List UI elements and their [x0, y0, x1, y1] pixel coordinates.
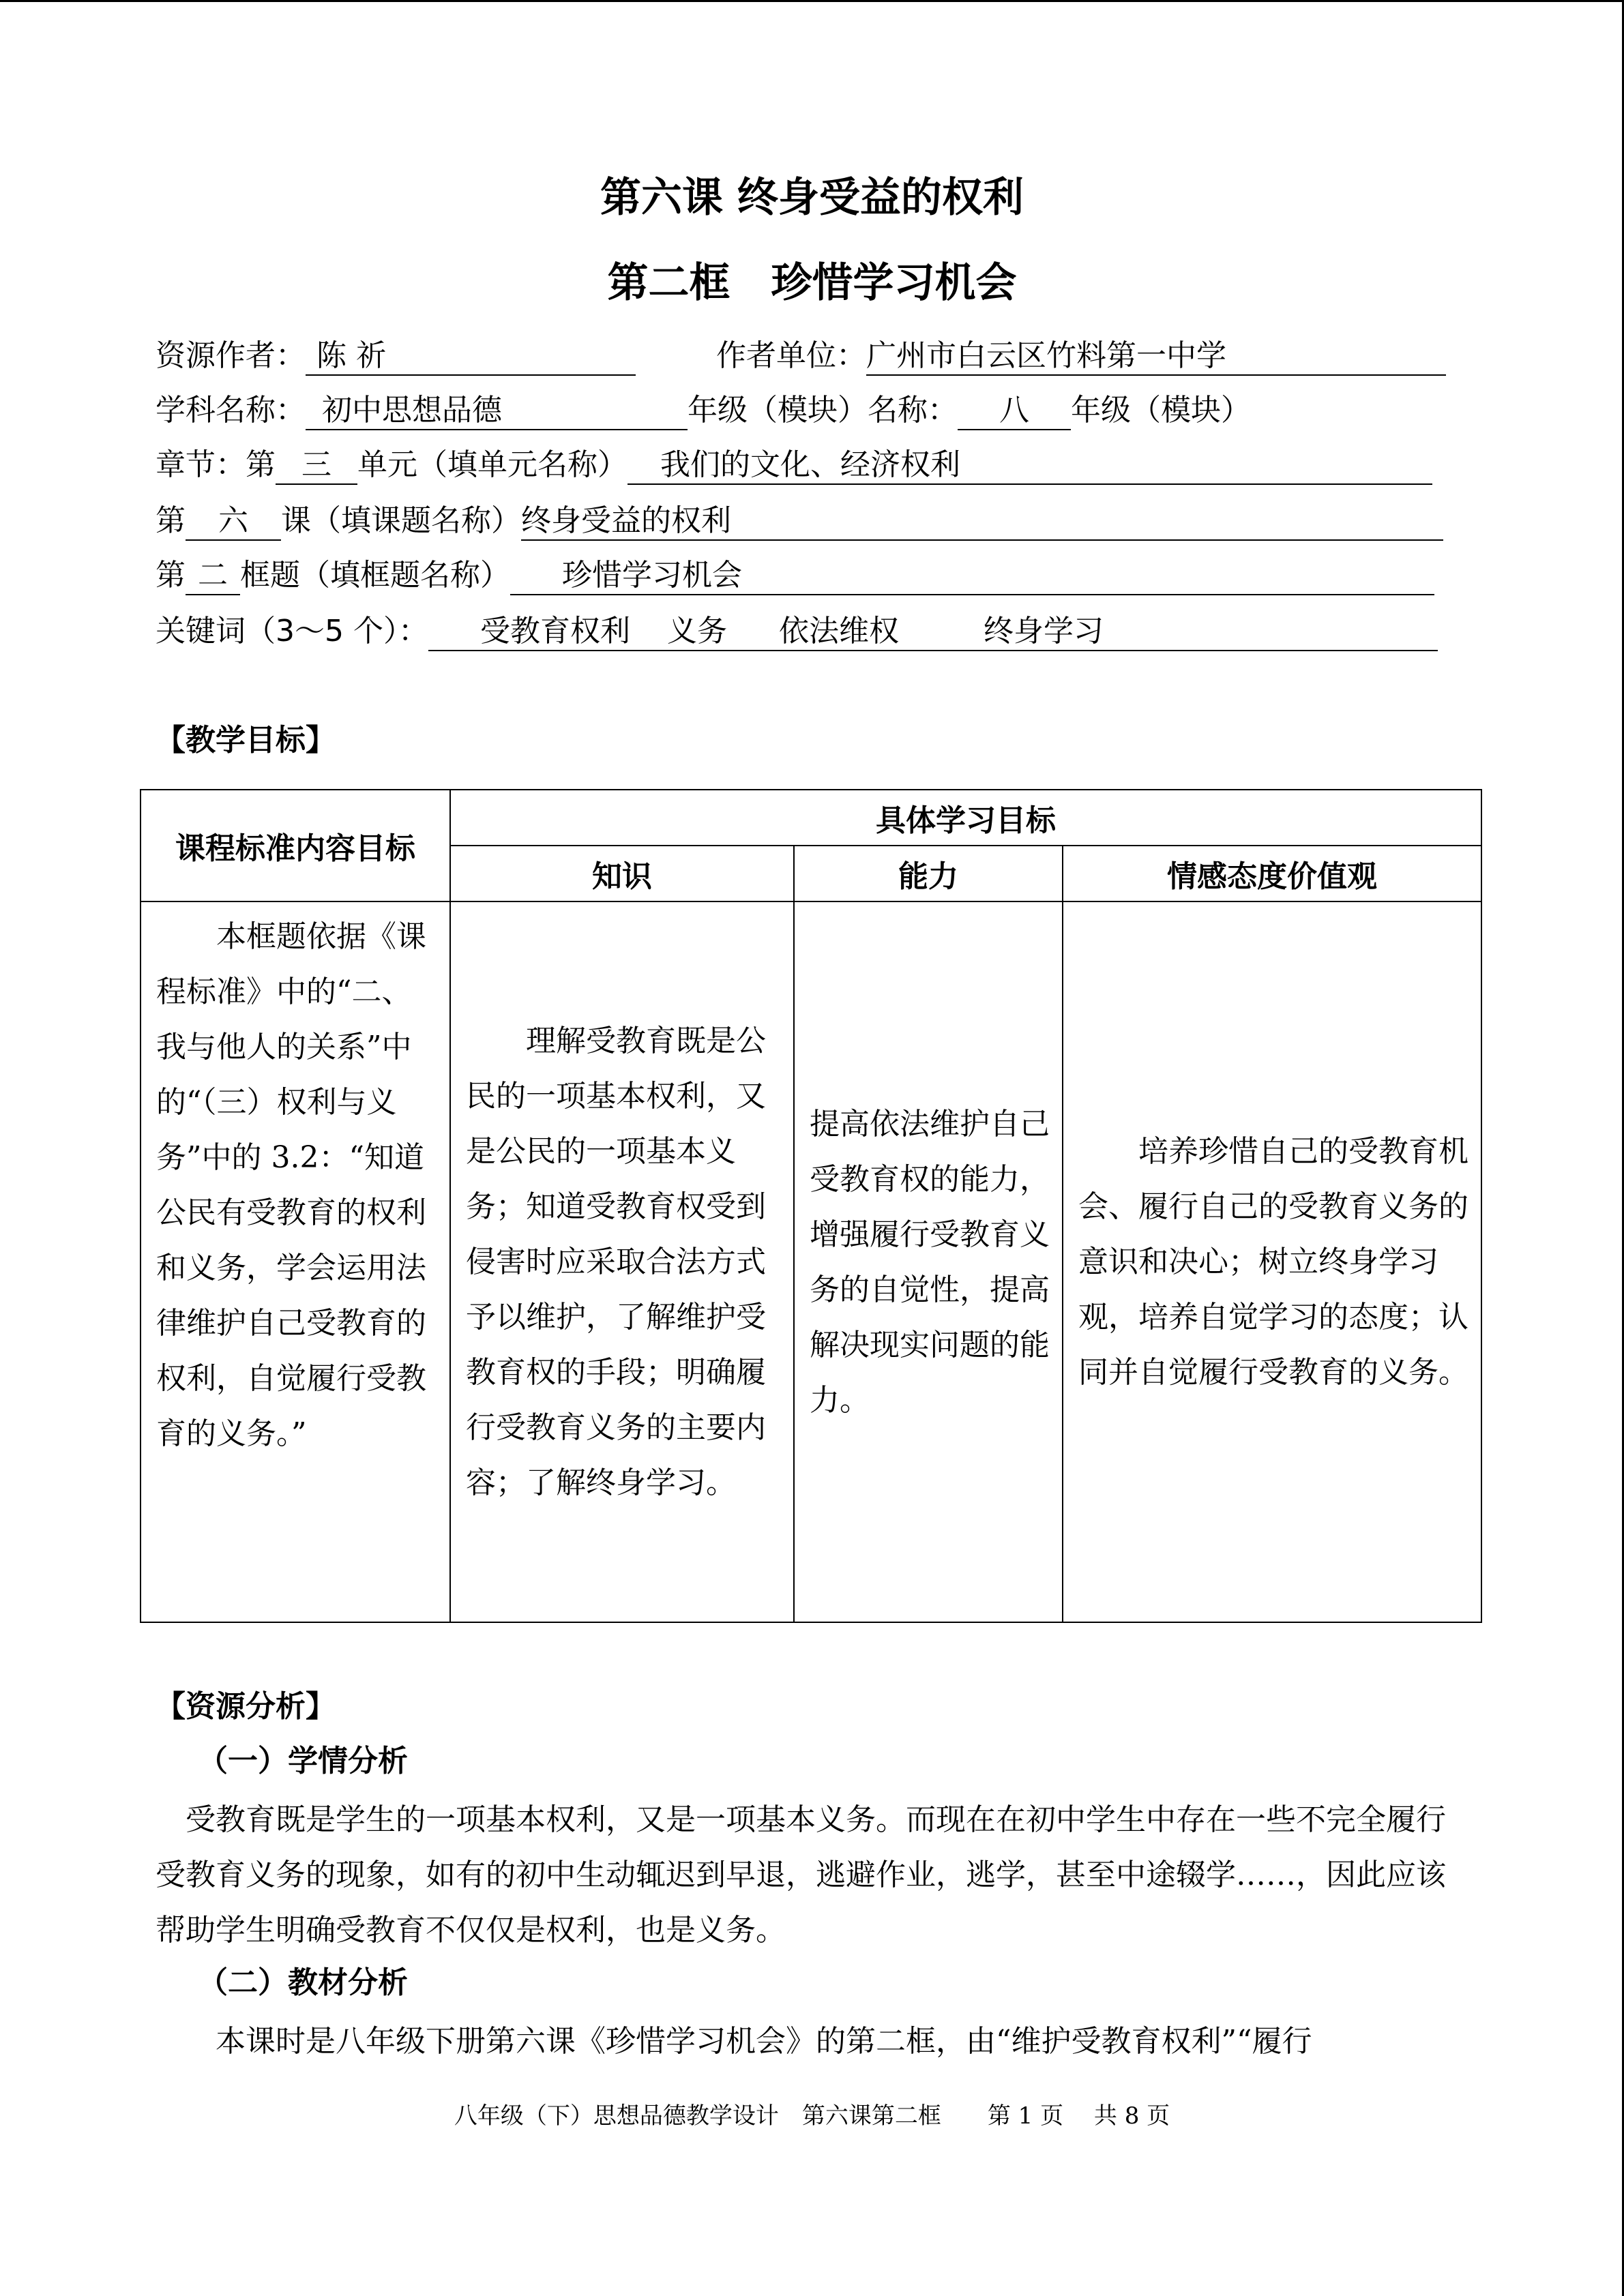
unit-value: 广州市白云区竹料第一中学 — [866, 338, 1446, 376]
page-footer: 八年级（下）思想品德教学设计 第六课第二框 第 1 页 共 8 页 — [454, 2102, 1170, 2130]
grade-value: 八 — [958, 392, 1071, 430]
textbook-analysis-heading: （二）教材分析 — [198, 1965, 408, 2000]
student-analysis-text: 受教育既是学生的一项基本权利，又是一项基本义务。而现在在初中学生中存在一些不完全履行受教育义务的现象，如有的初中生动辄迟到早退，逃避作业，逃学，甚至中途辍学……，因此应该帮助学生明确受教育不仅仅是权利，也是义务。 — [156, 1802, 1446, 1948]
keywords-label: 关键词（3～5 个）： — [156, 614, 428, 648]
info-keywords-line — [156, 610, 1469, 653]
lesson-mid-label: 课（填课题名称） — [281, 503, 521, 538]
info-author-line — [156, 334, 1469, 378]
teaching-goals-table — [140, 789, 1482, 1623]
chapter-name: 我们的文化、经济权利 — [628, 447, 1432, 485]
frame-name: 珍惜学习机会 — [510, 557, 1434, 595]
keyword: 依法维权 — [778, 614, 899, 648]
info-frame-line — [156, 554, 1469, 597]
chapter-number: 三 — [276, 447, 357, 485]
keywords-value — [428, 613, 1438, 651]
author-label: 资源作者： — [156, 338, 306, 373]
keyword: 终身学习 — [983, 614, 1104, 648]
grade-suffix: 年级（模块） — [1071, 393, 1251, 428]
chapter-mid-label: 单元（填单元名称） — [357, 447, 628, 482]
info-subject-line — [156, 389, 1469, 432]
unit-label: 作者单位： — [716, 338, 866, 373]
header-emotion: 情感态度价值观 — [1063, 846, 1481, 901]
header-ability: 能力 — [794, 846, 1063, 901]
chapter-label: 章节：第 — [156, 447, 276, 482]
lesson-title: 第六课 终身受益的权利 — [600, 174, 1024, 222]
cell-standard: 本框题依据《课程标准》中的“二、我与他人的关系”中的“（三）权利与义务”中的 3.2：“知道公民有受教育的权利和义务，学会运用法律维护自己受教育的权利，自觉履行受教育的义务。” — [141, 901, 450, 1622]
frame-number: 二 — [186, 557, 240, 595]
keyword: 受教育权利 — [479, 614, 630, 648]
lesson-prefix: 第 — [156, 503, 186, 538]
cell-knowledge: 理解受教育既是公民的一项基本权利，又是公民的一项基本义务；知道受教育权受到侵害时应采取合法方式予以维护，了解维护受教育权的手段；明确履行受教育义务的主要内容；了解终身学习。 — [450, 901, 794, 1622]
frame-mid-label: 框题（填框题名称） — [240, 558, 510, 593]
subject-label: 学科名称： — [156, 393, 306, 428]
cell-emotion: 培养珍惜自己的受教育机会、履行自己的受教育义务的意识和决心；树立终身学习观，培养自觉学习的态度；认同并自觉履行受教育的义务。 — [1063, 901, 1481, 1622]
page-border-top — [0, 0, 1624, 2]
resource-analysis-heading: 【资源分析】 — [156, 1689, 336, 1724]
keyword: 义务 — [666, 614, 727, 648]
teaching-goals-heading: 【教学目标】 — [156, 723, 336, 758]
subject-value: 初中思想品德 — [306, 392, 688, 430]
info-chapter-line — [156, 443, 1469, 487]
lesson-number: 六 — [186, 503, 281, 541]
lesson-name: 终身受益的权利 — [521, 503, 1443, 541]
author-value: 陈 祈 — [306, 338, 636, 376]
header-standard: 课程标准内容目标 — [141, 790, 450, 901]
textbook-analysis-text: 本课时是八年级下册第六课《珍惜学习机会》的第二框，由“维护受教育权利”“履行 — [156, 2024, 1312, 2059]
frame-prefix: 第 — [156, 558, 186, 593]
section-title: 第二框 珍惜学习机会 — [607, 259, 1017, 307]
header-knowledge: 知识 — [450, 846, 794, 901]
student-analysis-heading: （一）学情分析 — [198, 1744, 408, 1778]
grade-label: 年级（模块）名称： — [688, 393, 958, 428]
header-specific-goals: 具体学习目标 — [450, 790, 1481, 846]
info-lesson-line — [156, 499, 1469, 543]
cell-ability: 提高依法维护自己受教育权的能力，增强履行受教育义务的自觉性，提高解决现实问题的能力。 — [794, 901, 1063, 1622]
